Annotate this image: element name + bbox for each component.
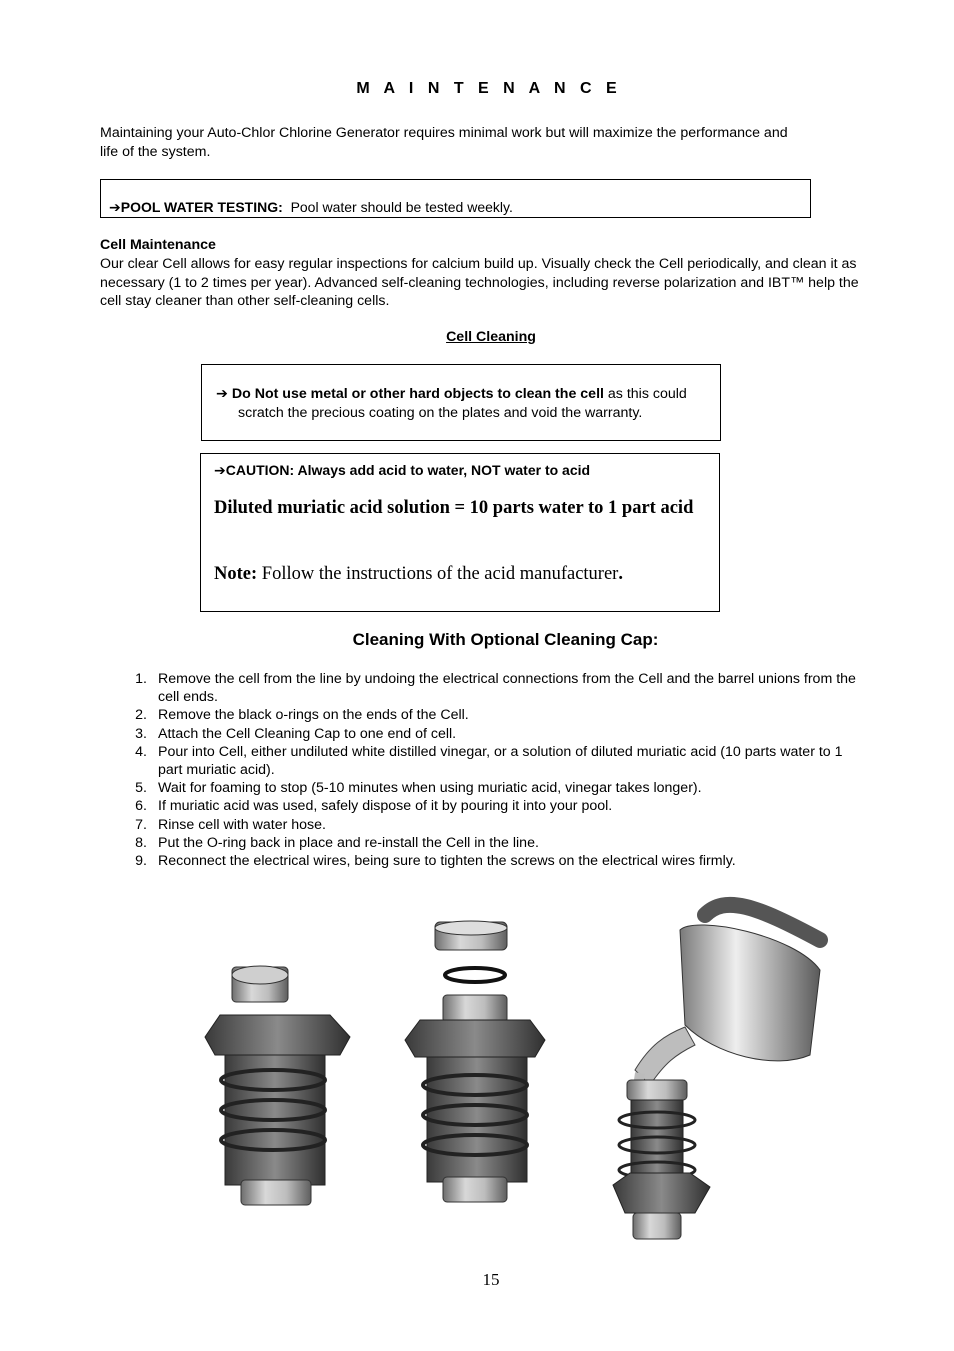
- list-item: [100, 834, 870, 852]
- list-item: [100, 779, 870, 797]
- arrow-icon: ➔: [214, 462, 226, 478]
- cleaning-cap-heading: Cleaning With Optional Cleaning Cap:: [352, 630, 659, 649]
- list-item: [100, 670, 870, 706]
- dilution-ratio: Diluted muriatic acid solution = 10 parts water to 1 part acid: [214, 498, 694, 518]
- note-text: Follow the instructions of the acid manufacturer: [261, 564, 619, 584]
- list-item-number: 4.: [135, 743, 147, 760]
- list-item-text: Remove the black o-rings on the ends of the Cell.: [158, 707, 469, 724]
- page-number: 15: [482, 1270, 500, 1289]
- list-item-text: If muriatic acid was used, safely dispose of it by pouring it into your pool.: [158, 798, 613, 815]
- list-item-number: 2.: [135, 707, 147, 724]
- caution-label: CAUTION: Always add acid to water, NOT water to acid: [225, 462, 591, 478]
- metal-warning-box: [201, 364, 721, 441]
- list-item-text: Attach the Cell Cleaning Cap to one end of cell.: [158, 725, 457, 742]
- list-item-text: Remove the cell from the line by undoing the electrical connections from the Cell and the barrel unions from the cell ends.: [158, 671, 856, 706]
- list-item-number: 8.: [135, 834, 147, 851]
- cell-maintenance-text: Our clear Cell allows for easy regular inspections for calcium build up. Visually check the Cell periodically, and clean it as necessary (1 to 2 times per year). Advanced self-cleaning technologies, including reverse polarization and IBT™ help the cell stay cleaner than other self-cleaning cells.: [100, 256, 859, 309]
- list-item-number: 9.: [135, 853, 147, 870]
- list-item: [100, 743, 870, 779]
- intro-paragraph: Maintaining your Auto-Chlor Chlorine Generator requires minimal work but will maximize the performance and life of the system.: [100, 125, 788, 160]
- caution-line: [214, 462, 590, 479]
- list-item-text: Put the O-ring back in place and re-install the Cell in the line.: [158, 834, 539, 851]
- list-item-number: 3.: [135, 725, 147, 742]
- pool-testing-label: POOL WATER TESTING:: [120, 199, 283, 215]
- list-item-text: Reconnect the electrical wires, being sure to tighten the screws on the electrical wires firmly.: [158, 853, 736, 870]
- list-item-text: Rinse cell with water hose.: [158, 816, 326, 833]
- arrow-icon: ➔: [109, 199, 121, 215]
- list-item: [100, 797, 870, 815]
- cell-with-cap-removed: [405, 921, 545, 1202]
- pool-testing-box: [100, 179, 811, 218]
- list-item-number: 5.: [135, 780, 147, 797]
- pool-testing-line: [109, 199, 513, 216]
- pool-testing-text: Pool water should be tested weekly.: [290, 199, 513, 215]
- arrow-icon: ➔: [216, 386, 228, 402]
- cleaning-steps-list: [100, 670, 870, 870]
- cell-with-cap: [205, 966, 350, 1205]
- note-period: .: [618, 564, 623, 584]
- metal-warning-rest: as this could scratch the precious coating on the plates and void the warranty.: [238, 386, 687, 421]
- list-item: [100, 852, 870, 870]
- metal-warning-bold: Do Not use metal or other hard objects to clean the cell: [231, 386, 604, 402]
- acid-note: [214, 564, 704, 585]
- list-item-text: Pour into Cell, either undiluted white distilled vinegar, or a solution of diluted muriatic acid (10 parts water to 1 part muriatic acid).: [158, 743, 843, 779]
- list-item-number: 6.: [135, 798, 147, 815]
- list-item: [100, 816, 870, 834]
- list-item-text: Wait for foaming to stop (5-10 minutes when using muriatic acid, vinegar takes longer).: [158, 780, 702, 797]
- list-item: [100, 706, 870, 724]
- pitcher-pouring-into-cell: [613, 905, 820, 1239]
- list-item-number: 1.: [135, 671, 147, 687]
- metal-warning-text: [216, 385, 734, 422]
- list-item: [100, 725, 870, 743]
- cell-cleaning-illustration: [195, 895, 835, 1250]
- cell-cleaning-heading: Cell Cleaning: [446, 329, 536, 345]
- page-title: M A I N T E N A N C E: [356, 80, 622, 97]
- cell-maintenance-heading: Cell Maintenance: [100, 237, 216, 253]
- caution-box: [200, 453, 720, 612]
- list-item-number: 7.: [135, 816, 147, 833]
- note-label: Note:: [214, 564, 258, 584]
